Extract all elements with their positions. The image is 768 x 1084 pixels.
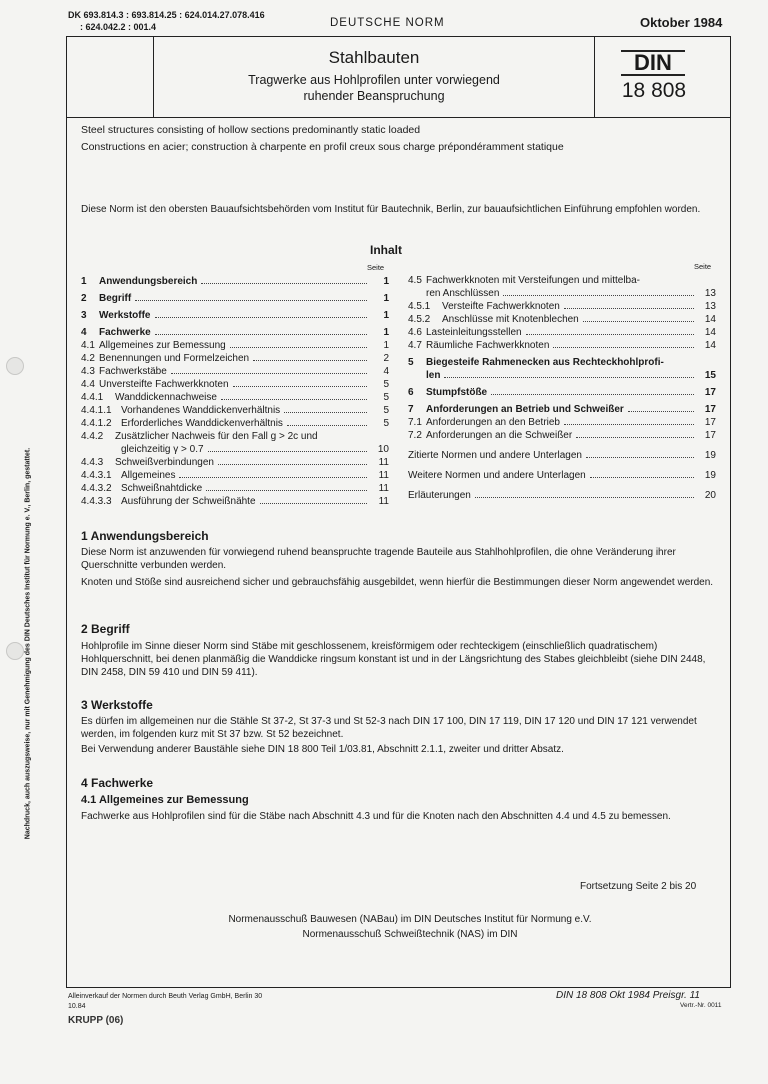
- toc-entry-title: Zitierte Normen und andere Unterlagen: [408, 450, 582, 461]
- toc-leader-dots: [155, 317, 368, 318]
- section-2-paragraph: Hohlprofile im Sinne dieser Norm sind Stäbe mit geschlossenem, kreisförmigem oder rechteckigem (einschließlich quadratischem) Hohlquerschnitt, bei denen planmäßig die Wanddicke ringsum konstant ist und in der Längsrichtung des Stabes gleichbleibt (siehe DIN 2448, DIN 2458, DIN 59 410 und DIN 59 411).: [81, 641, 706, 678]
- toc-entry-title: Wanddickennachweise: [115, 392, 217, 403]
- toc-entry-page: 19: [704, 470, 716, 481]
- toc-entry-number: 4.1: [81, 340, 95, 351]
- toc-entry-number: 2: [81, 293, 87, 304]
- toc-entry: [408, 286, 716, 299]
- toc-leader-dots: [628, 411, 694, 412]
- toc-entry: [408, 488, 716, 501]
- toc-leader-dots: [284, 412, 367, 413]
- toc-leader-dots: [503, 295, 694, 296]
- section-3-paragraph-1: Es dürfen im allgemeinen nur die Stähle St 37-2, St 37-3 und St 52-3 nach DIN 17 100, DIN 17 119, DIN 17 120 und DIN 17 121 verwendet werden, im folgenden kurz mit St 37 bzw. St 52 bezeichnet.: [81, 716, 697, 740]
- toc-leader-dots: [287, 425, 367, 426]
- toc-entry-page: 5: [383, 392, 389, 403]
- toc-entry-page: 11: [378, 457, 389, 468]
- toc-entry-number: 4.4.1: [81, 392, 104, 403]
- section-1-paragraph-1: Diese Norm ist anzuwenden für vorwiegend ruhend beanspruchte tragende Bauteile aus Stahlhohlprofilen, die ohne Veränderung ihrer Querschnitte verbunden werden.: [81, 547, 676, 571]
- toc-entry-page: 5: [383, 418, 389, 429]
- din-number: 18 808: [621, 79, 687, 102]
- toc-entry-page: 5: [383, 405, 389, 416]
- section-1-paragraph-2: Knoten und Stöße sind ausreichend sicher und gebrauchsfähig ausgebildet, wenn hierfür die Bestimmungen dieser Norm angewendet werden.: [81, 577, 714, 588]
- toc-entry-title: Anforderungen an den Betrieb: [426, 417, 560, 428]
- toc-entry-page: 2: [383, 353, 389, 364]
- toc-left-column: [81, 274, 389, 507]
- toc-page-label-right: Seite: [694, 262, 712, 271]
- toc-entry: [408, 338, 716, 351]
- toc-entry-number: 4.4.3.3: [81, 496, 112, 507]
- toc-entry-title: Vorhandenes Wanddickenverhältnis: [121, 405, 281, 416]
- toc-entry: [81, 325, 389, 338]
- toc-entry: [408, 355, 716, 368]
- toc-entry-number: 1: [81, 276, 87, 287]
- toc-entry-page: 5: [383, 379, 389, 390]
- toc-entry-title: Ausführung der Schweißnähte: [121, 496, 256, 507]
- toc-entry-page: 17: [704, 417, 716, 428]
- toc-leader-dots: [135, 300, 367, 301]
- toc-entry: [408, 273, 716, 286]
- toc-entry: [81, 468, 389, 481]
- section-4-1-paragraph: Fachwerke aus Hohlprofilen sind für die Stäbe nach Abschnitt 4.3 und für die Knoten nach den Abschnitten 4.4 und 4.5 zu bemessen.: [81, 811, 671, 822]
- toc-entry-title: Fachwerkstäbe: [99, 366, 167, 377]
- toc-entry-number: 4.7: [408, 340, 422, 351]
- toc-entry-title: Allgemeines zur Bemessung: [99, 340, 226, 351]
- toc-leader-dots: [201, 283, 367, 284]
- toc-entry-number: 4.5.2: [408, 314, 431, 325]
- toc-entry-page: 17: [704, 404, 716, 415]
- toc-entry-title: Zusätzlicher Nachweis für den Fall g > 2c und: [115, 431, 318, 442]
- toc-entry-number: 3: [81, 310, 87, 321]
- toc-entry: [81, 455, 389, 468]
- toc-entry-title: Schweißnahtdicke: [121, 483, 203, 494]
- toc-leader-dots: [553, 347, 694, 348]
- toc-entry: [81, 338, 389, 351]
- toc-entry-title: Lasteinleitungsstellen: [426, 327, 522, 338]
- toc-entry: [408, 468, 716, 481]
- toc-entry-title: Werkstoffe: [99, 310, 151, 321]
- header-left-cell: [66, 36, 154, 118]
- toc-entry-number: 7.2: [408, 430, 422, 441]
- toc-entry: [81, 377, 389, 390]
- toc-entry-number: 4.5: [408, 275, 422, 286]
- toc-leader-dots: [526, 334, 694, 335]
- toc-entry-title: Fachwerke: [99, 327, 151, 338]
- toc-entry-page: 19: [704, 450, 716, 461]
- toc-entry-number: 4.2: [81, 353, 95, 364]
- toc-leader-dots: [260, 503, 367, 504]
- toc-entry-page: 11: [378, 470, 389, 481]
- toc-entry: [408, 385, 716, 398]
- toc-entry-title: Erläuterungen: [408, 490, 471, 501]
- toc-leader-dots: [583, 321, 694, 322]
- toc-entry: [408, 415, 716, 428]
- dk-line-2: : 624.042.2 : 001.4: [80, 22, 157, 32]
- toc-entry-title: gleichzeitig γ > 0.7: [121, 444, 204, 455]
- toc-entry-title: Begriff: [99, 293, 132, 304]
- toc-entry-number: 4.4: [81, 379, 95, 390]
- toc-entry-number: 6: [408, 387, 414, 398]
- toc-entry: [81, 403, 389, 416]
- section-3-paragraph-2: Bei Verwendung anderer Baustähle siehe DIN 18 800 Teil 1/03.81, Abschnitt 2.1.1, zweiter und dritter Absatz.: [81, 744, 564, 755]
- toc-leader-dots: [491, 394, 694, 395]
- toc-entry-page: 17: [704, 387, 716, 398]
- toc-entry-page: 17: [704, 430, 716, 441]
- toc-entry-page: 11: [378, 496, 389, 507]
- toc-leader-dots: [444, 377, 694, 378]
- norm-label: DEUTSCHE NORM: [330, 17, 445, 29]
- toc-entry-title: Weitere Normen und andere Unterlagen: [408, 470, 586, 481]
- toc-entry: [81, 390, 389, 403]
- toc-page-label-left: Seite: [367, 263, 385, 272]
- toc-heading: Inhalt: [370, 243, 402, 257]
- toc-entry-number: 4.6: [408, 327, 422, 338]
- header-right-cell: [594, 36, 731, 118]
- toc-entry-number: 4.3: [81, 366, 95, 377]
- dk-classification: [68, 9, 265, 33]
- toc-entry-page: 13: [704, 301, 716, 312]
- toc-entry: [408, 299, 716, 312]
- toc-entry-title: Stumpfstöße: [426, 387, 488, 398]
- toc-entry-page: 14: [704, 314, 716, 325]
- toc-entry: [408, 402, 716, 415]
- toc-entry-page: 1: [383, 293, 389, 304]
- toc-entry-number: 4.4.3: [81, 457, 104, 468]
- toc-leader-dots: [564, 424, 694, 425]
- toc-leader-dots: [233, 386, 367, 387]
- toc-right-column: [408, 273, 716, 501]
- committee-line-1: Normenausschuß Bauwesen (NABau) im DIN Deutsches Institut für Normung e.V.: [228, 914, 592, 925]
- sales-note: [68, 992, 262, 1012]
- toc-entry-page: 4: [383, 366, 389, 377]
- subtitle-line-1: Tragwerke aus Hohlprofilen unter vorwiegend: [248, 73, 500, 87]
- toc-entry-title: Erforderliches Wanddickenverhältnis: [121, 418, 283, 429]
- section-4-heading: 4 Fachwerke: [81, 776, 154, 790]
- toc-entry-page: 13: [704, 288, 716, 299]
- section-2-heading: 2 Begriff: [81, 622, 130, 636]
- section-1-heading: 1 Anwendungsbereich: [81, 529, 209, 543]
- toc-entry: [408, 325, 716, 338]
- toc-leader-dots: [475, 497, 694, 498]
- toc-entry-title: Räumliche Fachwerkknoten: [426, 340, 550, 351]
- toc-entry: [81, 274, 389, 287]
- toc-entry: [408, 448, 716, 461]
- toc-leader-dots: [179, 477, 367, 478]
- toc-entry: [81, 308, 389, 321]
- toc-entry: [81, 442, 389, 455]
- side-copyright-note: Nachdruck, auch auszugsweise, nur mit Genehmigung des DIN Deutsches Institut für Normung e. V., Berlin, gestattet.: [24, 447, 32, 840]
- section-4-1-heading: 4.1 Allgemeines zur Bemessung: [81, 794, 249, 806]
- toc-entry: [408, 368, 716, 381]
- toc-entry: [81, 429, 389, 442]
- toc-entry-page: 20: [704, 490, 716, 501]
- committee-line-2: Normenausschuß Schweißtechnik (NAS) im DIN: [302, 929, 518, 940]
- toc-entry-title: Fachwerkknoten mit Versteifungen und mittelba-: [426, 275, 640, 286]
- toc-leader-dots: [155, 334, 367, 335]
- toc-entry-title: len: [426, 370, 441, 381]
- toc-leader-dots: [586, 457, 694, 458]
- toc-entry-number: 4.4.1.1: [81, 405, 112, 416]
- toc-entry-title: Anforderungen an Betrieb und Schweißer: [426, 404, 624, 415]
- toc-leader-dots: [590, 477, 694, 478]
- dk-line-1: DK 693.814.3 : 693.814.25 : 624.014.27.078.416: [68, 10, 265, 20]
- toc-entry: [408, 312, 716, 325]
- toc-leader-dots: [221, 399, 367, 400]
- toc-entry-title: Anwendungsbereich: [99, 276, 198, 287]
- din-logo: DIN: [621, 50, 685, 76]
- toc-entry-number: 4.4.2: [81, 431, 104, 442]
- toc-entry-title: Versteifte Fachwerkknoten: [442, 301, 560, 312]
- toc-entry-title: Anschlüsse mit Knotenblechen: [442, 314, 579, 325]
- sales-line-1: Alleinverkauf der Normen durch Beuth Verlag GmbH, Berlin 30: [68, 993, 263, 1000]
- toc-entry-number: 5: [408, 357, 414, 368]
- footer-din-reference: DIN 18 808 Okt 1984 Preisgr. 11: [556, 990, 700, 1001]
- toc-leader-dots: [576, 437, 694, 438]
- toc-entry-number: 4.4.1.2: [81, 418, 112, 429]
- document-subtitle: [154, 72, 594, 104]
- toc-entry-number: 4.4.3.1: [81, 470, 112, 481]
- bottom-cut-off-text: KRUPP (06): [68, 1015, 124, 1026]
- toc-entry-page: 15: [704, 370, 716, 381]
- issue-date: Oktober 1984: [640, 15, 723, 30]
- toc-leader-dots: [208, 451, 367, 452]
- toc-entry-page: 1: [383, 327, 389, 338]
- title-english: Steel structures consisting of hollow sections predominantly static loaded: [81, 124, 421, 136]
- toc-entry-page: 11: [378, 483, 389, 494]
- footer-vertrieb-number: Vertr.-Nr. 0011: [680, 1002, 722, 1009]
- toc-leader-dots: [206, 490, 367, 491]
- toc-entry-title: Unversteifte Fachwerkknoten: [99, 379, 229, 390]
- toc-entry: [81, 351, 389, 364]
- toc-leader-dots: [253, 360, 367, 361]
- toc-entry-title: Anforderungen an die Schweißer: [426, 430, 573, 441]
- toc-entry-page: 14: [704, 340, 716, 351]
- document-title: Stahlbauten: [328, 48, 420, 67]
- toc-entry-title: ren Anschlüssen: [426, 288, 500, 299]
- toc-entry-title: Schweißverbindungen: [115, 457, 214, 468]
- toc-entry-number: 7: [408, 404, 414, 415]
- intro-paragraph: Diese Norm ist den obersten Bauaufsichtsbehörden vom Institut für Bautechnik, Berlin, zur bauaufsichtlichen Einführung empfohlen worden.: [81, 204, 701, 215]
- sales-line-2: 10.84: [68, 1003, 86, 1010]
- punch-hole: [6, 357, 24, 375]
- toc-leader-dots: [171, 373, 367, 374]
- toc-leader-dots: [218, 464, 367, 465]
- toc-entry: [81, 494, 389, 507]
- punch-hole: [6, 642, 24, 660]
- section-3-heading: 3 Werkstoffe: [81, 698, 153, 712]
- page-frame: [66, 36, 731, 988]
- toc-entry-title: Benennungen und Formelzeichen: [99, 353, 250, 364]
- toc-entry: [81, 481, 389, 494]
- continuation-note: Fortsetzung Seite 2 bis 20: [580, 881, 697, 892]
- toc-entry-number: 7.1: [408, 417, 422, 428]
- toc-entry-number: 4: [81, 327, 87, 338]
- toc-entry-page: 1: [383, 340, 389, 351]
- subtitle-line-2: ruhender Beanspruchung: [303, 89, 445, 103]
- toc-entry: [81, 364, 389, 377]
- toc-entry-page: 14: [704, 327, 716, 338]
- toc-entry: [81, 291, 389, 304]
- toc-entry: [408, 428, 716, 441]
- toc-leader-dots: [230, 347, 367, 348]
- toc-entry-number: 4.5.1: [408, 301, 431, 312]
- toc-entry-number: 4.4.3.2: [81, 483, 112, 494]
- title-french: Constructions en acier; construction à charpente en profil creux sous charge prépondéramment statique: [81, 141, 564, 153]
- toc-entry-title: Allgemeines: [121, 470, 176, 481]
- toc-entry: [81, 416, 389, 429]
- toc-entry-page: 10: [377, 444, 389, 455]
- toc-entry-page: 1: [383, 276, 389, 287]
- toc-entry-page: 1: [383, 310, 389, 321]
- toc-leader-dots: [564, 308, 694, 309]
- toc-entry-title: Biegesteife Rahmenecken aus Rechteckhohlprofi-: [426, 357, 664, 368]
